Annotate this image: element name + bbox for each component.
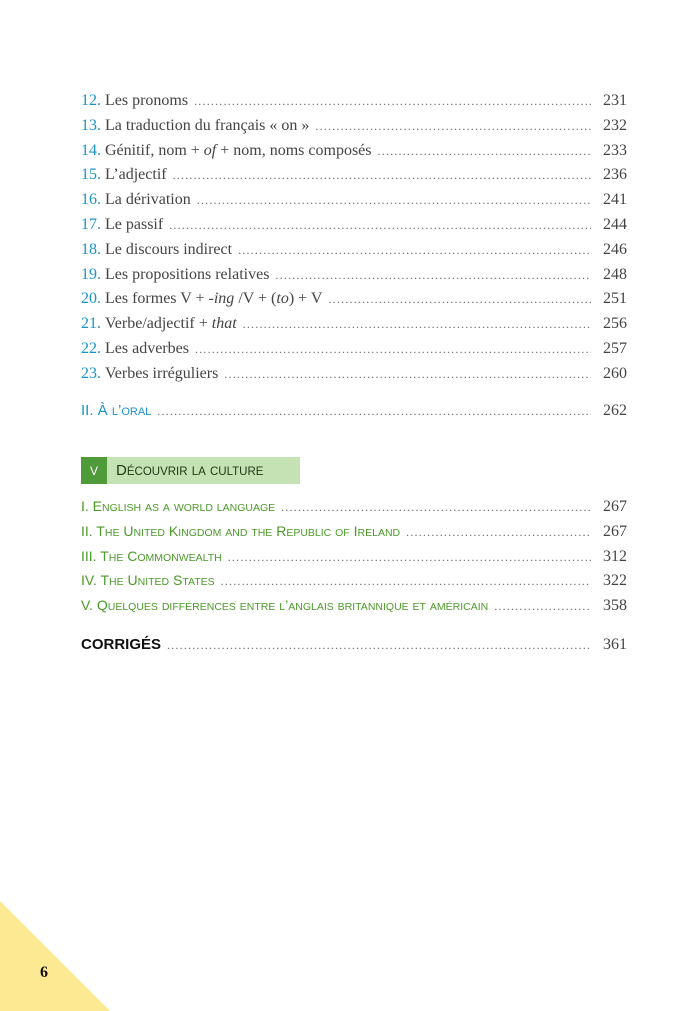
toc-entry-page: 232	[603, 116, 627, 134]
dot-leader	[224, 367, 591, 382]
toc-entry-number: 23.	[81, 364, 101, 382]
toc-entry-label	[105, 241, 232, 259]
toc-entry-label-part: to	[276, 290, 289, 308]
dot-leader	[281, 500, 591, 515]
toc-entry-label-part: Les propositions relatives	[105, 265, 270, 283]
toc-entry-page: 267	[603, 498, 627, 515]
toc-entry-page: 248	[603, 265, 627, 283]
toc-entry-page: 322	[603, 572, 627, 590]
toc-entry-label-part: that	[211, 315, 237, 333]
toc-entry[interactable]	[81, 117, 627, 142]
toc-entry-label-part: La dérivation	[105, 191, 191, 209]
dot-leader	[194, 94, 591, 109]
toc-entry[interactable]	[81, 92, 627, 117]
toc-entry[interactable]	[81, 191, 627, 216]
toc-entry[interactable]	[81, 315, 627, 340]
toc-entry-page: 262	[603, 402, 627, 419]
toc-entry-page: 257	[603, 339, 627, 357]
toc-entry-label: II. À L’ORAL	[81, 402, 152, 419]
dot-leader	[167, 638, 591, 653]
toc-entry-page: 244	[603, 215, 627, 233]
toc-entry-label-part: Génitif, nom +	[105, 141, 204, 159]
dot-leader	[328, 292, 591, 307]
toc-entry-label	[105, 340, 189, 358]
toc-entry-page: 241	[603, 191, 627, 209]
toc-entry[interactable]	[81, 142, 627, 167]
toc-entry-page: 256	[603, 315, 627, 333]
toc-entry-corriges[interactable]	[81, 636, 627, 661]
toc-entry-label: II. THE UNITED KINGDOM AND THE REPUBLIC OF IRELAND	[81, 522, 401, 539]
toc-entry-page: 231	[603, 92, 627, 109]
toc-entry-page: 251	[603, 290, 627, 308]
toc-entry-label	[105, 266, 269, 284]
toc-entry[interactable]	[81, 266, 627, 291]
dot-leader	[494, 599, 591, 614]
toc-entry-label: V. QUELQUES DIFFÉRENCES ENTRE L’ANGLAIS BRITANNIQUE ET AMÉRICAIN	[81, 597, 489, 614]
toc-entry-label	[105, 117, 309, 135]
dot-leader	[238, 243, 591, 258]
toc-entry-page: 246	[603, 240, 627, 258]
toc-entry-label	[105, 142, 372, 160]
toc-entry-number: 19.	[81, 265, 101, 283]
toc-entry-page: 358	[603, 597, 627, 615]
toc-entry-number: 17.	[81, 215, 101, 233]
toc-entry-label: IV. THE UNITED STATES	[81, 572, 215, 589]
toc-entry-label	[105, 191, 191, 209]
toc-entry-oral[interactable]	[81, 402, 627, 427]
toc-entry-number: 20.	[81, 290, 101, 308]
toc-entry[interactable]	[81, 241, 627, 266]
dot-leader	[406, 525, 591, 540]
toc-entry-page: 361	[603, 636, 627, 653]
dot-leader	[197, 193, 591, 208]
toc-entry-page: 267	[603, 522, 627, 540]
toc-entry-label-part: Le discours indirect	[105, 240, 233, 258]
toc-entry-label-part: /V + (	[234, 290, 277, 308]
corner-triangle-decoration	[0, 901, 110, 1011]
toc-entry-label: III. THE COMMONWEALTH	[81, 547, 222, 564]
toc-entry[interactable]	[81, 523, 627, 548]
dot-leader	[221, 574, 591, 589]
toc-entry-label	[105, 92, 188, 110]
section-badge: V	[81, 457, 107, 484]
dot-leader	[169, 218, 591, 233]
dot-leader	[195, 342, 591, 357]
toc-entry[interactable]	[81, 216, 627, 241]
toc-entry-number: 18.	[81, 240, 101, 258]
dot-leader	[157, 404, 591, 419]
toc-entry-label-part: + nom, noms composés	[216, 141, 372, 159]
toc-entry-page: 260	[603, 364, 627, 382]
toc-entry-label-part: Les pronoms	[105, 92, 189, 109]
toc-entry-number: 16.	[81, 191, 101, 209]
dot-leader	[315, 119, 591, 134]
toc-entry-number: 22.	[81, 339, 101, 357]
dot-leader	[243, 317, 591, 332]
toc-entry-label-part: Les adverbes	[105, 339, 189, 357]
toc-entry-label	[105, 290, 322, 308]
toc-entry-number: 14.	[81, 141, 101, 159]
toc-entry-label-part: Les formes V +	[105, 290, 209, 308]
toc-entry-label-part: Le passif	[105, 215, 164, 233]
toc-entry-page: 236	[603, 166, 627, 184]
toc-entry-page: 233	[603, 141, 627, 159]
toc-entry[interactable]	[81, 548, 627, 573]
toc-entry-label-part: Verbe/adjectif +	[105, 315, 212, 333]
section-title: DÉCOUVRIR LA CULTURE	[116, 462, 264, 479]
section-header	[81, 457, 300, 484]
corriges-toc	[81, 636, 627, 661]
page-number: 6	[40, 964, 48, 981]
toc-entry-number: 21.	[81, 315, 101, 333]
toc-entry-label	[105, 315, 237, 333]
toc-entry-label	[105, 216, 163, 234]
toc-entry-label-part: Verbes irréguliers	[105, 364, 219, 382]
grammar-toc	[81, 92, 627, 390]
toc-entry-label-part: of	[203, 141, 217, 159]
toc-entry[interactable]	[81, 166, 627, 191]
toc-entry-number: 12.	[81, 92, 101, 109]
toc-entry-label: CORRIGÉS	[81, 636, 162, 653]
toc-entry[interactable]	[81, 572, 627, 597]
toc-entry-label-part: ) + V	[288, 290, 323, 308]
toc-entry-label-part: L’adjectif	[105, 166, 167, 184]
toc-entry-number: 13.	[81, 116, 101, 134]
dot-leader	[173, 168, 591, 183]
toc-entry[interactable]	[81, 365, 627, 390]
dot-leader	[378, 144, 592, 159]
toc-entry-label-part: La traduction du français « on »	[105, 116, 310, 134]
toc-entry-label	[105, 365, 218, 383]
toc-entry[interactable]	[81, 498, 627, 523]
dot-leader	[275, 268, 591, 283]
dot-leader	[228, 550, 591, 565]
culture-toc	[81, 498, 627, 622]
toc-entry-label: I. ENGLISH AS A WORLD LANGUAGE	[81, 498, 276, 514]
toc-entry[interactable]	[81, 597, 627, 622]
toc-entry-number: 15.	[81, 166, 101, 184]
toc-entry-page: 312	[603, 547, 627, 565]
oral-toc	[81, 402, 627, 427]
toc-entry-label	[105, 166, 167, 184]
toc-entry-label-part: -ing	[208, 290, 235, 308]
toc-entry[interactable]	[81, 290, 627, 315]
toc-entry[interactable]	[81, 340, 627, 365]
